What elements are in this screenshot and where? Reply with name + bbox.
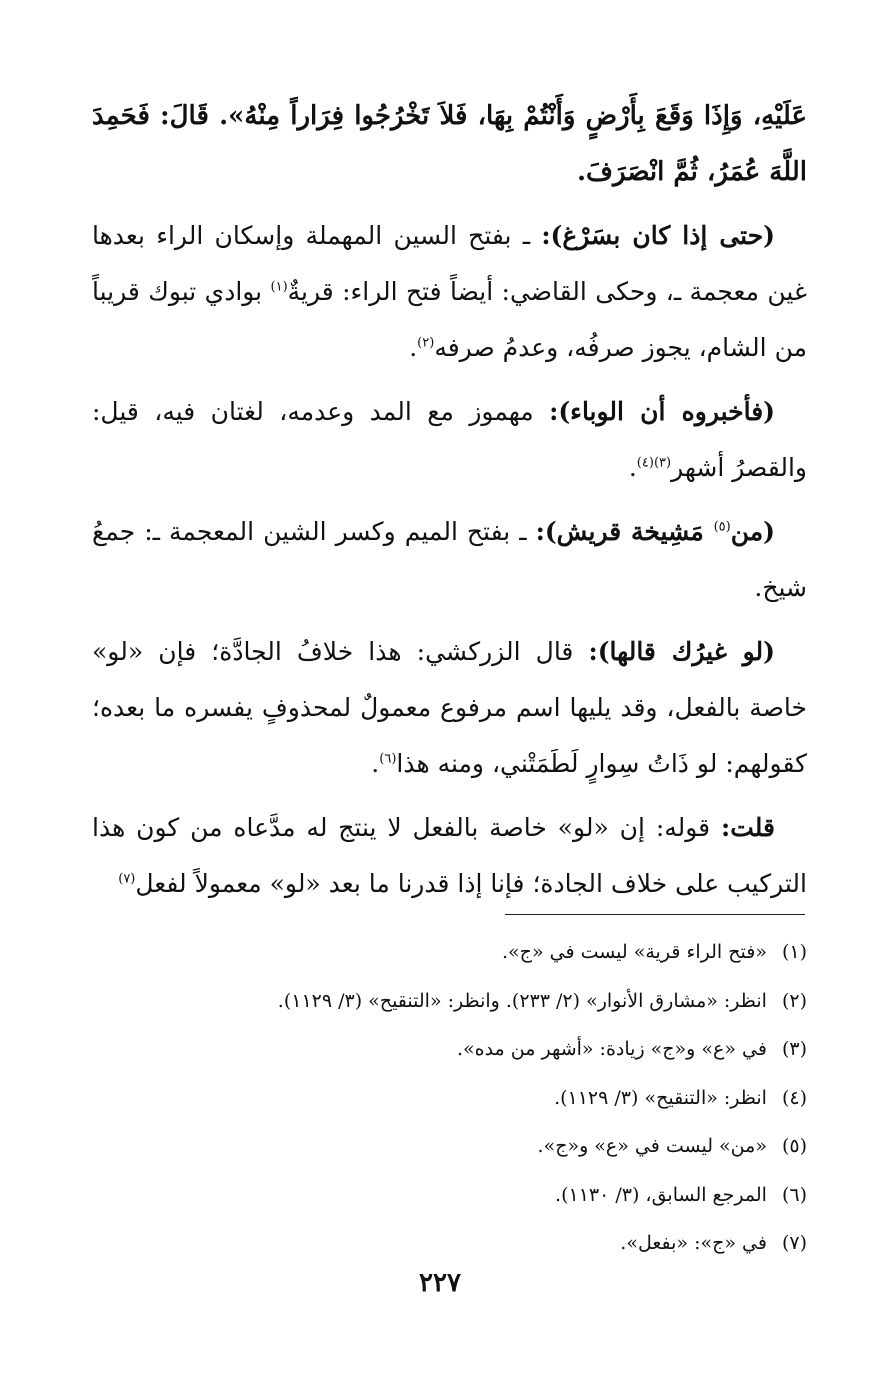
footnote-number: (٧) xyxy=(781,1232,807,1254)
footnote xyxy=(92,1219,807,1268)
footnote xyxy=(92,1025,807,1074)
commentary-paragraph-waba xyxy=(92,384,807,496)
footnote xyxy=(92,1171,807,1220)
hadith-paragraph xyxy=(92,88,807,200)
lemma: مَشِيخة قريش): xyxy=(535,517,714,546)
footnote-text: المرجع السابق، (٣/ ١١٣٠). xyxy=(555,1183,767,1206)
footnotes xyxy=(92,928,807,1268)
footnote xyxy=(92,977,807,1026)
footnote-text: في «ع» و«ج» زيادة: «أشهر من مده». xyxy=(456,1038,767,1060)
commentary-paragraph-qultu xyxy=(92,800,807,912)
footnote-ref: (٦) xyxy=(379,751,397,767)
lemma: (لو غيرُك قالها): xyxy=(588,637,775,666)
footnote-text: في «ج»: «بفعل». xyxy=(620,1232,767,1254)
footnote-ref: (١) xyxy=(270,279,288,295)
commentary-paragraph-law xyxy=(92,624,807,792)
footnote-number: (٣) xyxy=(781,1038,807,1060)
commentary-text: ـ بفتح الميم وكسر الشين المعجمة ـ: جمعُ شيخ. xyxy=(92,517,807,602)
footnote-text: انظر: «مشارق الأنوار» (٢/ ٢٣٣). وانظر: «التنقيح» (٣/ ١١٢٩). xyxy=(277,989,767,1012)
footnote-text: «فتح الراء قرية» ليست في «ج». xyxy=(502,941,767,963)
page-number: ٢٢٧ xyxy=(419,1268,461,1298)
commentary-text: بوادي تبوك قريباً من الشام، يجوز صرفُه، وعدمُ صرفه xyxy=(92,277,807,362)
footnote-text: انظر: «التنقيح» (٣/ ١١٢٩). xyxy=(554,1086,767,1109)
footnote-number: (٦) xyxy=(781,1183,807,1206)
commentary-text: مهموز مع المد وعدمه، لغتان فيه، قيل: والقصرُ أشهر xyxy=(92,397,807,482)
footnote xyxy=(92,1122,807,1171)
commentary-text: قوله: إن «لو» خاصة بالفعل لا ينتج له مدَّعاه من كون هذا التركيب على خلاف الجادة؛ فإنا إذا قدرنا ما بعد «لو» معمولاً لفعل xyxy=(92,813,807,898)
hadith-text: عَلَيْهِ، وَإِذَا وَقَعَ بِأَرْضٍ وَأَنْتُمْ بِهَا، فَلاَ تَخْرُجُوا فِرَاراً مِنْهُ». قَالَ: فَحَمِدَ اللَّهَ عُمَرُ، ثُمَّ انْصَرَفَ. xyxy=(92,101,807,187)
footnote-number: (١) xyxy=(781,941,807,963)
commentary-text: . xyxy=(409,333,418,362)
commentary-text: قال الزركشي: هذا خلافُ الجادَّة؛ فإن «لو» خاصة بالفعل، وقد يليها اسم مرفوع معمولٌ لمحذوفٍ يفسره ما بعده؛ كقولهم: لو ذَاتُ سِوارٍ لَطَمَتْني، ومنه هذا xyxy=(92,637,807,778)
lemma: قلت: xyxy=(720,813,775,842)
footnote-text: «من» ليست في «ع» و«ج». xyxy=(537,1135,767,1157)
footnote-number: (٤) xyxy=(781,1086,807,1109)
footnote-separator xyxy=(505,914,805,915)
footnote xyxy=(92,1074,807,1123)
lemma: (من xyxy=(730,517,775,546)
lemma: (فأخبروه أن الوباء): xyxy=(549,397,776,426)
footnote-ref: (٤) xyxy=(636,455,654,471)
lemma: (حتى إذا كان بسَرْغ): xyxy=(541,221,775,250)
footnote xyxy=(92,928,807,977)
commentary-text: . xyxy=(371,749,380,778)
footnote-number: (٥) xyxy=(781,1135,807,1157)
footnote-ref: (٢) xyxy=(417,335,435,351)
commentary-paragraph-mashikha xyxy=(92,504,807,616)
footnote-ref: (٣) xyxy=(653,455,672,471)
commentary-text: ـ بفتح السين المهملة وإسكان الراء بعدها غين معجمة ـ، وحكى القاضي: أيضاً فتح الراء: قريةٌ xyxy=(92,221,807,306)
commentary-text: . xyxy=(628,453,637,482)
footnote-ref: (٧) xyxy=(118,871,136,887)
commentary-paragraph-sargh xyxy=(92,208,807,376)
footnote-number: (٢) xyxy=(781,989,807,1012)
footnote-ref: (٥) xyxy=(713,519,731,535)
main-text xyxy=(92,88,807,912)
